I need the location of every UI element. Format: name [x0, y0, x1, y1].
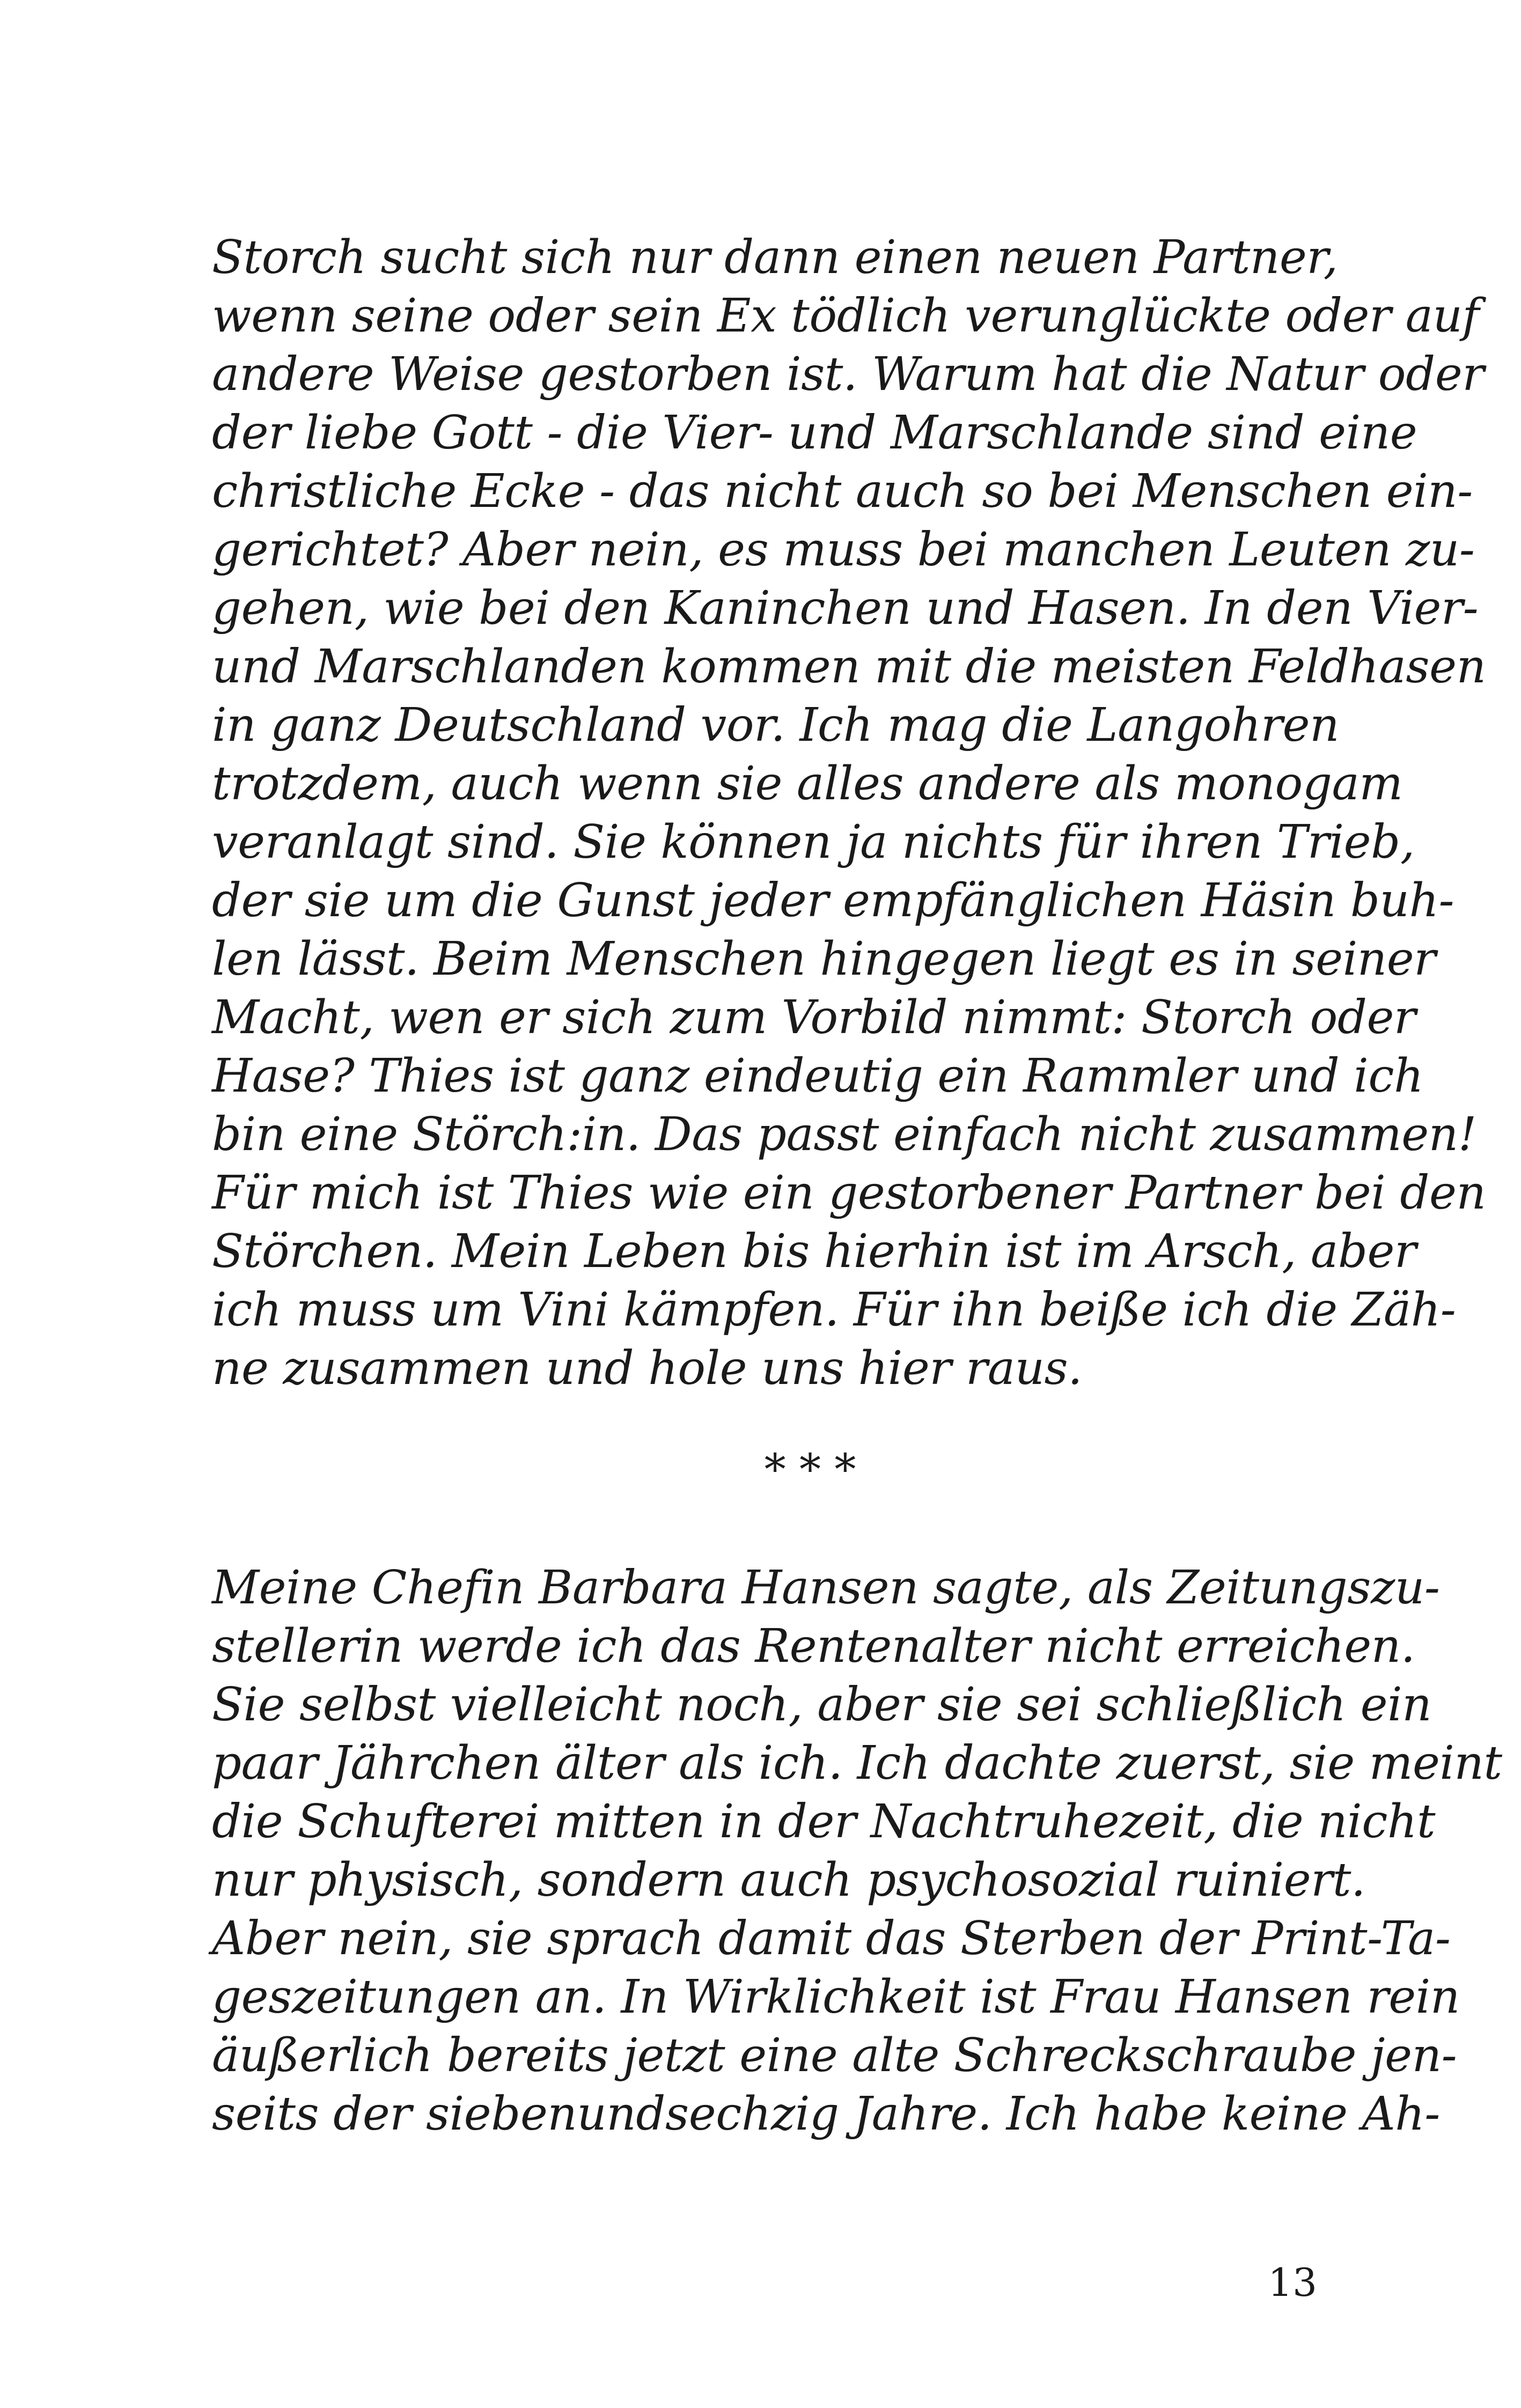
text-line: und Marschlanden kommen mit die meisten Feldhasen	[212, 640, 1486, 694]
text-line: der liebe Gott - die Vier- und Marschlande sind eine	[212, 406, 1417, 460]
text-line: veranlagt sind. Sie können ja nichts für ihren Trieb,	[212, 815, 1415, 869]
text-line: christliche Ecke - das nicht auch so bei Menschen ein-	[212, 465, 1473, 518]
text-line: len lässt. Beim Menschen hingegen liegt es in seiner	[212, 932, 1436, 986]
text-line: stellerin werde ich das Rentenalter nicht erreichen.	[212, 1619, 1415, 1673]
text-line: äußerlich bereits jetzt eine alte Schreckschraube jen-	[212, 2029, 1457, 2082]
text-line: in ganz Deutschland vor. Ich mag die Langohren	[212, 698, 1340, 752]
text-line: wenn seine oder sein Ex tödlich verunglückte oder auf	[212, 289, 1479, 343]
text-line: gerichtet? Aber nein, es muss bei manchen Leuten zu-	[212, 523, 1475, 577]
text-line: nur physisch, sondern auch psychosozial ruiniert.	[212, 1853, 1366, 1907]
text-line: Meine Chefin Barbara Hansen sagte, als Zeitungszu-	[212, 1561, 1440, 1615]
text-line: geszeitungen an. In Wirklichkeit ist Frau Hansen rein	[212, 1970, 1460, 2024]
text-line: Aber nein, sie sprach damit das Sterben der Print-Ta-	[212, 1912, 1451, 1965]
text-line: Hase? Thies ist ganz eindeutig ein Rammler und ich	[212, 1049, 1424, 1103]
text-line: Für mich ist Thies wie ein gestorbener Partner bei den	[212, 1166, 1486, 1220]
text-line: seits der siebenundsechzig Jahre. Ich habe keine Ah-	[212, 2087, 1440, 2141]
text-line: Macht, wen er sich zum Vorbild nimmt: Storch oder	[212, 991, 1416, 1044]
text-line: die Schufterei mitten in der Nachtruhezeit, die nicht	[212, 1795, 1436, 1849]
text-line: bin eine Störch:in. Das passt einfach nicht zusammen!	[212, 1108, 1476, 1161]
text-line: der sie um die Gunst jeder empfänglichen Häsin buh-	[212, 874, 1454, 927]
text-line: paar Jährchen älter als ich. Ich dachte zuerst, sie meint	[212, 1736, 1502, 1790]
text-line: Storch sucht sich nur dann einen neuen Partner,	[212, 231, 1338, 284]
section-separator: * * *	[764, 1445, 856, 1494]
text-line: Störchen. Mein Leben bis hierhin ist im Arsch, aber	[212, 1225, 1416, 1278]
text-line: ich muss um Vini kämpfen. Für ihn beiße ich die Zäh-	[212, 1283, 1456, 1337]
text-line: Sie selbst vielleicht noch, aber sie sei schließlich ein	[212, 1678, 1432, 1732]
page-number: 13	[1268, 2260, 1317, 2305]
text-line: gehen, wie bei den Kaninchen und Hasen. In den Vier-	[212, 581, 1479, 635]
text-line: trotzdem, auch wenn sie alles andere als monogam	[212, 757, 1403, 811]
text-line: andere Weise gestorben ist. Warum hat die Natur oder	[212, 348, 1485, 401]
text-line: ne zusammen und hole uns hier raus.	[212, 1342, 1083, 1395]
